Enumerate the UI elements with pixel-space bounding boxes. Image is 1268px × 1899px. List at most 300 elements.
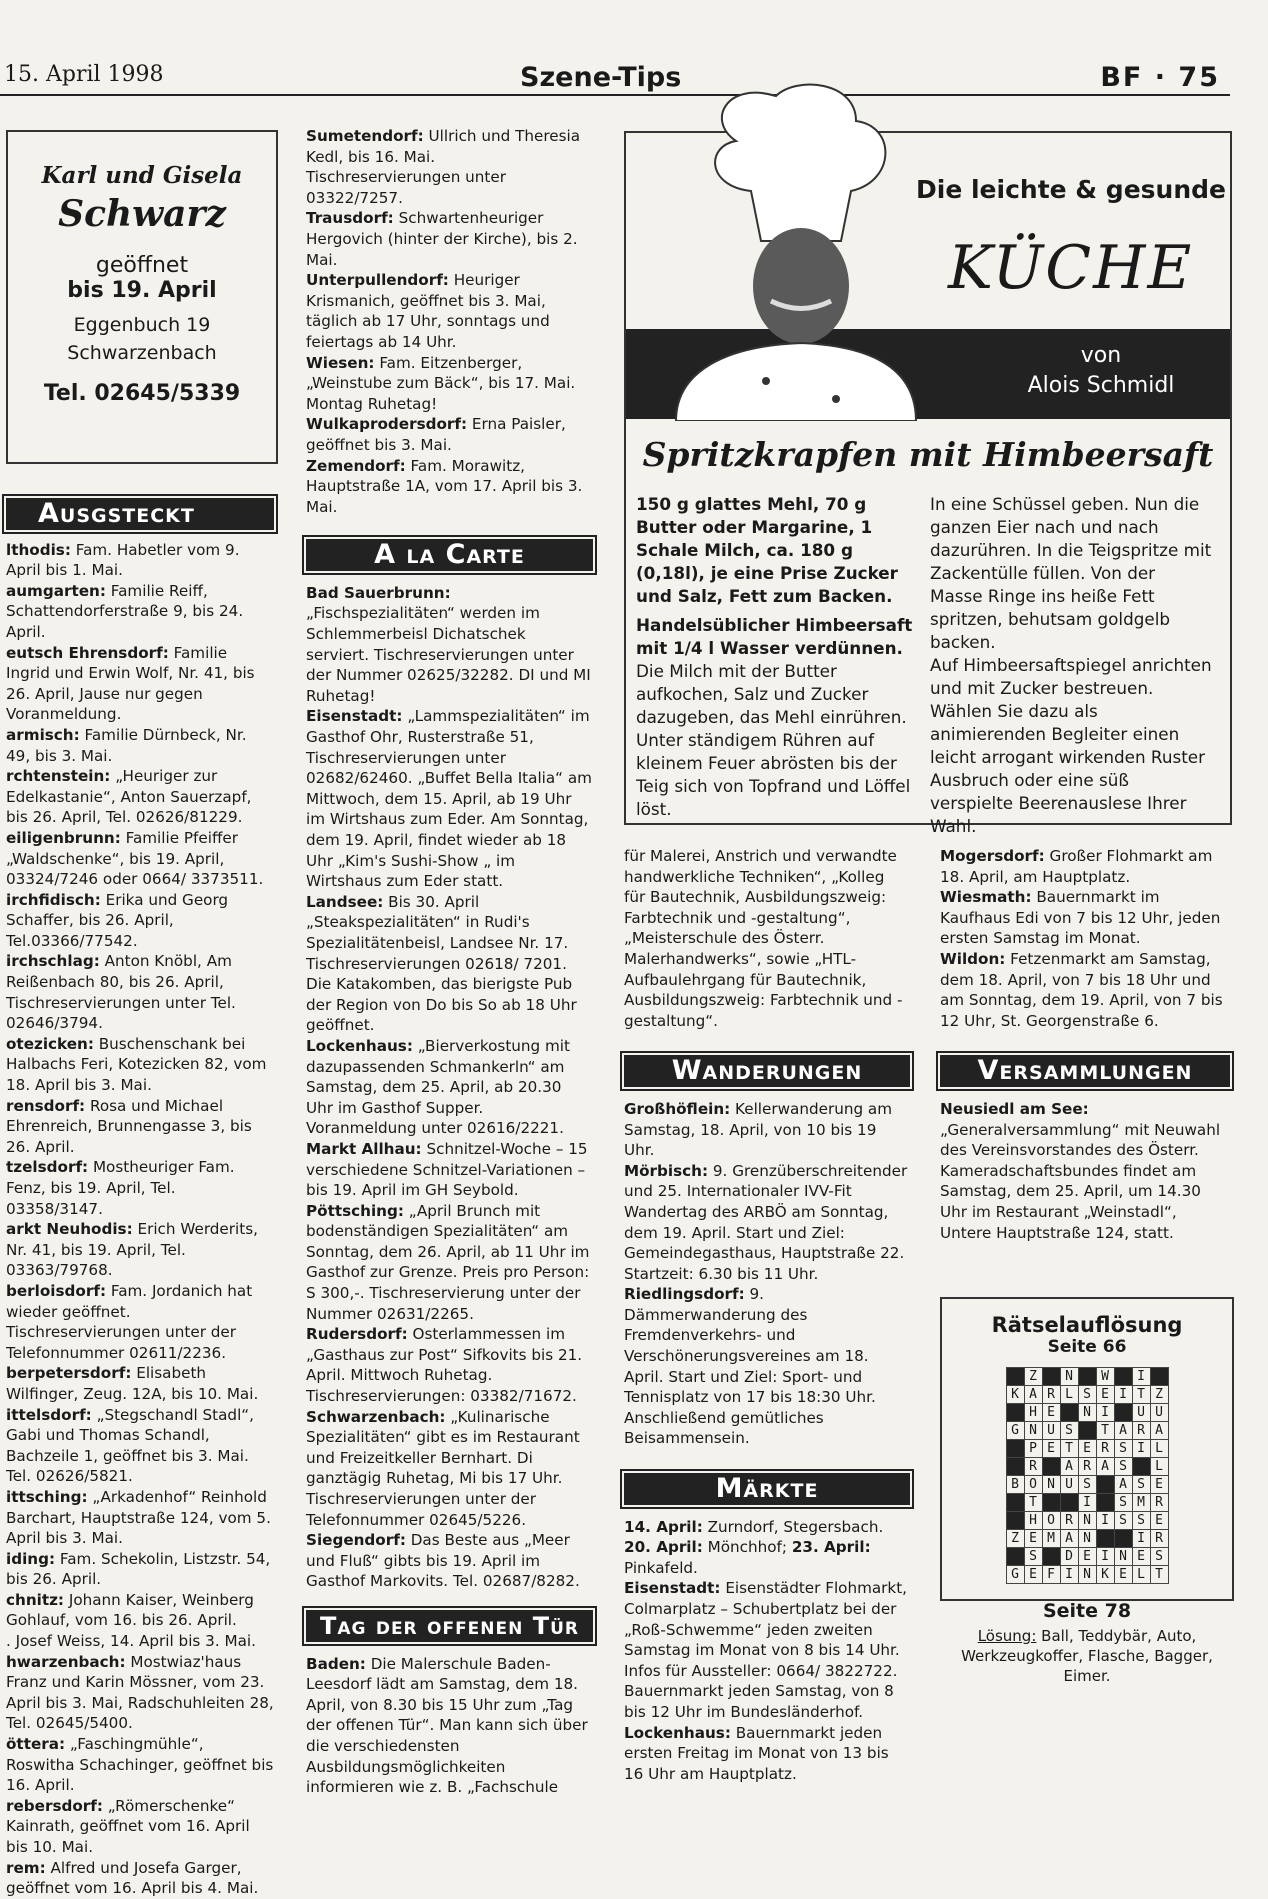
versammlungen-list	[940, 1099, 1230, 1243]
list-item	[6, 828, 274, 890]
entry-place: Wulkaprodersdorf:	[306, 415, 468, 434]
ad-status: geöffnet	[95, 253, 189, 278]
recipe-step-1: Die Milch mit der Butter aufkochen, Salz und Zucker dazugeben, das Mehl einrühren. Unter ständigem Rühren auf kleinem Feuer abrösten bis der Teig sich von Topfrand und Löffel löst.	[636, 661, 911, 819]
list-item	[6, 1796, 274, 1858]
grid-row	[1006, 1422, 1168, 1440]
grid-cell: A	[1096, 1458, 1114, 1476]
maerkte-list-continued	[940, 846, 1230, 1031]
grid-row	[1006, 1440, 1168, 1458]
list-item	[6, 1363, 274, 1404]
grid-cell: N	[1078, 1566, 1096, 1584]
entry-text: Fetzenmarkt am Samstag, dem 18. April, von 7 bis 18 Uhr und am Sonntag, dem 19. April, von 7 bis 12 Uhr, St. Georgenstraße 6.	[940, 949, 1223, 1030]
entry-place: rensdorf:	[6, 1096, 86, 1115]
grid-cell: M	[1042, 1530, 1060, 1548]
entry-place: Bad Sauerbrunn:	[306, 583, 451, 602]
grid-cell	[1132, 1458, 1150, 1476]
grid-cell	[1096, 1476, 1114, 1494]
grid-cell: S	[1114, 1494, 1132, 1512]
grid-cell: A	[1114, 1422, 1132, 1440]
recipe-ingredients-2: Handelsüblicher Himbeersaft mit 1/4 l Wasser verdünnen.	[636, 615, 913, 658]
grid-cell: K	[1096, 1566, 1114, 1584]
raetsel-solution-label: Lösung:	[977, 1627, 1037, 1645]
list-item	[306, 208, 593, 270]
versammlungen-heading: Versammlungen	[940, 1055, 1230, 1087]
grid-cell: I	[1132, 1440, 1150, 1458]
entry-text: Eisenstädter Flohmarkt, Colmarplatz – Schubertplatz bei der „Roß-Schwemme“ jeden zweiten Samstag im Monat von 8 bis 14 Uhr. Infos für Aussteller: 0664/ 3822722. Bauernmarkt jeden Samstag, von 8 bis 12 Uhr im Bundesländerhof.	[624, 1579, 908, 1721]
grid-cell: L	[1150, 1458, 1168, 1476]
list-item	[624, 1578, 910, 1722]
grid-cell: U	[1150, 1404, 1168, 1422]
grid-cell: R	[1042, 1386, 1060, 1404]
grid-cell: S	[1024, 1548, 1042, 1566]
grid-cell	[1042, 1368, 1060, 1386]
kueche-box	[624, 131, 1232, 836]
grid-cell: A	[1114, 1476, 1132, 1494]
page-number: BF · 75	[1100, 62, 1220, 93]
grid-cell: S	[1150, 1548, 1168, 1566]
grid-cell: S	[1078, 1476, 1096, 1494]
entry-text: Fam. Eitzenberger, „Weinstube zum Bäck“, bis 17. Mai. Montag Ruhetag!	[306, 353, 576, 413]
entry-text: Bauernmarkt jeden ersten Freitag im Monat von 13 bis 16 Uhr am Hauptplatz.	[624, 1723, 889, 1783]
column-2	[306, 126, 593, 1798]
entry-text: Fam. Habetler vom 9. April bis 1. Mai.	[6, 540, 240, 580]
grid-cell	[1042, 1494, 1060, 1512]
entry-text: Erika und Georg Schaffer, bis 26. April, Tel.03366/77542.	[6, 890, 229, 950]
recipe-column-2	[930, 493, 1212, 838]
entry-place: Zemendorf:	[306, 456, 406, 475]
grid-cell	[1006, 1494, 1024, 1512]
list-item	[6, 1157, 274, 1219]
grid-cell: E	[1024, 1566, 1042, 1584]
grid-cell: I	[1096, 1548, 1114, 1566]
grid-cell: E	[1096, 1386, 1114, 1404]
entry-place: Markt Allhau:	[306, 1139, 422, 1158]
grid-row	[1006, 1530, 1168, 1548]
entry-place: Sumetendorf:	[306, 127, 424, 145]
grid-cell: A	[1024, 1386, 1042, 1404]
entry-place: Eisenstadt:	[624, 1579, 721, 1598]
grid-cell: I	[1060, 1566, 1078, 1584]
grid-cell	[1150, 1368, 1168, 1386]
entry-place: Wildon:	[940, 949, 1006, 968]
grid-cell: Z	[1150, 1386, 1168, 1404]
ad-until: bis 19. April	[67, 278, 217, 303]
grid-cell	[1078, 1422, 1096, 1440]
offenetuer-continuation: für Malerei, Anstrich und verwandte handwerkliche Techniken“, „Kolleg für Bautechnik, Ausbildungszweig: Farbtechnik und -gestaltung“, „Meisterschule des Österr. Malerhandwerks“, sowie „HTL-Aufbaulehrgang für Bautechnik, Ausbildungszweig: Farbtechnik und -gestaltung“.	[624, 847, 903, 1030]
list-item	[6, 581, 274, 643]
grid-cell: I	[1114, 1386, 1132, 1404]
list-item	[940, 887, 1230, 949]
list-item	[306, 583, 593, 707]
grid-row	[1006, 1458, 1168, 1476]
list-item	[940, 949, 1230, 1031]
grid-cell	[1096, 1530, 1114, 1548]
raetsel-solution	[942, 1626, 1232, 1686]
entry-text: Familie Reiff, Schattendorferstraße 9, bis 24. April.	[6, 581, 244, 641]
list-item	[6, 1549, 274, 1590]
list-item	[6, 1219, 274, 1281]
grid-cell: R	[1150, 1494, 1168, 1512]
ad-surname: Schwarz	[58, 193, 226, 235]
entry-text: Fam. Schekolin, Listzstr. 54, bis 26. April.	[6, 1549, 271, 1589]
entry-text: Großer Flohmarkt am 18. April, am Hauptplatz.	[940, 847, 1213, 886]
grid-cell: D	[1060, 1548, 1078, 1566]
list-item	[6, 1858, 274, 1899]
ausgsteckt-heading: Ausgsteckt	[6, 498, 274, 530]
list-item	[940, 846, 1230, 887]
maerkte-date-20: 20. April:	[624, 1538, 703, 1557]
entry-text: „Römerschenke“ Kainrath, geöffnet vom 16. April bis 10. Mai.	[6, 1796, 250, 1856]
entry-place: Lockenhaus:	[306, 1036, 413, 1055]
entry-place: arkt Neuhodis:	[6, 1220, 133, 1239]
grid-cell: L	[1060, 1386, 1078, 1404]
grid-cell: K	[1006, 1386, 1024, 1404]
grid-cell: E	[1150, 1476, 1168, 1494]
ausgsteckt-list	[6, 540, 274, 1899]
column-3	[624, 846, 910, 1784]
grid-cell: L	[1150, 1440, 1168, 1458]
list-item	[306, 1324, 593, 1406]
entry-text: „Bierverkostung mit dazupassenden Schmankerln“ am Samstag, dem 25. April, ab 20.30 Uhr im Gasthof Supper. Voranmeldung unter 02616/2221.	[306, 1036, 570, 1138]
maerkte-dates-1	[624, 1517, 910, 1538]
entry-text: „Arkadenhof“ Reinhold Barchart, Hauptstraße 124, vom 5. April bis 3. Mai.	[6, 1487, 271, 1548]
grid-row	[1006, 1386, 1168, 1404]
grid-cell: G	[1006, 1422, 1024, 1440]
entry-text: Johann Kaiser, Weinberg Gohlauf, vom 16. bis 26. April.	[6, 1590, 254, 1630]
entry-place: lthodis:	[6, 540, 71, 559]
entry-place: berloisdorf:	[6, 1281, 107, 1300]
entry-text: „Generalversammlung“ mit Neuwahl des Vereinsvorstandes des Österr. Kameradschaftsbundes findet am Samstag, dem 25. April, um 14.30 Uhr im Restaurant „Weinstadl“, Untere Hauptstraße 124, statt.	[940, 1120, 1221, 1242]
grid-cell: O	[1024, 1476, 1042, 1494]
grid-cell: R	[1132, 1422, 1150, 1440]
grid-row	[1006, 1368, 1168, 1386]
grid-cell	[1006, 1368, 1024, 1386]
grid-cell: T	[1024, 1494, 1042, 1512]
list-item	[306, 1201, 593, 1325]
entry-text: Die Malerschule Baden-Leesdorf lädt am Samstag, dem 18. April, von 8.30 bis 15 Uhr zum „Tag der offenen Tür“. Man kann sich über die verschiedensten Ausbildungsmöglichkeiten informieren wie z. B. „Fachschule	[306, 1654, 588, 1797]
grid-cell: T	[1060, 1440, 1078, 1458]
grid-cell: R	[1078, 1458, 1096, 1476]
list-item	[306, 1036, 593, 1139]
entry-place: Landsee:	[306, 892, 384, 911]
grid-cell: L	[1132, 1566, 1150, 1584]
entry-place: Riedlingsdorf:	[624, 1285, 745, 1304]
grid-cell: I	[1078, 1494, 1096, 1512]
grid-cell: N	[1114, 1548, 1132, 1566]
entry-place: Lockenhaus:	[624, 1723, 731, 1742]
entry-place: Rudersdorf:	[306, 1325, 408, 1344]
grid-cell	[1114, 1368, 1132, 1386]
alacarte-heading: A la Carte	[306, 539, 593, 571]
grid-cell	[1006, 1548, 1024, 1566]
list-item	[306, 414, 593, 455]
grid-cell: W	[1096, 1368, 1114, 1386]
entry-text: „Heuriger zur Edelkastanie“, Anton Sauerzapf, bis 26. April, Tel. 02626/81229.	[6, 767, 252, 827]
header-rule	[0, 94, 1230, 96]
entry-text: „Lammspezialitäten“ im Gasthof Ohr, Rusterstraße 51, Tischreservierungen unter 02682/62460. „Buffet Bella Italia“ am Mittwoch, dem 15. April, ab 19 Uhr im Wirtshaus zum Eder. Am Sonntag, dem 19. April, findet wieder ab 18 Uhr „Kim's Sushi-Show „ im Wirtshaus zum Eder statt.	[306, 707, 592, 891]
maerkte-heading: Märkte	[624, 1473, 910, 1505]
list-item	[306, 892, 593, 1036]
grid-cell: E	[1078, 1548, 1096, 1566]
list-item	[306, 126, 593, 208]
grid-cell: N	[1078, 1512, 1096, 1530]
entry-text: Kellerwanderung am Samstag, 18. April, von 10 bis 19 Uhr.	[624, 1099, 893, 1160]
grid-cell: T	[1096, 1422, 1114, 1440]
entry-place: tzelsdorf:	[6, 1158, 89, 1177]
grid-cell	[1060, 1404, 1078, 1422]
entry-text: Familie Dürnbeck, Nr. 49, bis 3. Mai.	[6, 725, 247, 765]
list-item	[940, 1099, 1230, 1243]
entry-text: Buschenschank bei Halbachs Feri, Kotezicken 82, vom 18. April bis 3. Mai.	[6, 1034, 267, 1095]
column-4	[940, 846, 1230, 1243]
entry-place: Wiesmath:	[940, 888, 1032, 907]
entry-text: „Kulinarische Spezialitäten“ gibt es im Restaurant und Freizeitkeller Bernhart. Di ganztägig Ruhetag, Mi bis 17 Uhr. Tischreservierungen unter der Telefonnummer 02645/5226.	[306, 1407, 580, 1529]
grid-cell	[1114, 1530, 1132, 1548]
list-item	[6, 725, 274, 766]
entry-place: Siegendorf:	[306, 1531, 406, 1550]
grid-row	[1006, 1512, 1168, 1530]
list-item	[306, 1139, 593, 1201]
raetsel-grid	[1006, 1367, 1169, 1584]
maerkte-text-20: Mönchhof;	[702, 1538, 792, 1557]
entry-text: Elisabeth Wilfinger, Zeug. 12A, bis 10. Mai.	[6, 1364, 259, 1403]
entry-text: „Faschingmühle“, Roswitha Schachinger, geöffnet bis 16. April.	[6, 1735, 274, 1795]
entry-place: Wiesen:	[306, 353, 375, 372]
list-item	[624, 1161, 910, 1285]
maerkte-list	[624, 1578, 910, 1784]
list-item	[306, 706, 593, 891]
list-item	[6, 1631, 274, 1652]
grid-cell: H	[1024, 1512, 1042, 1530]
grid-cell: N	[1078, 1404, 1096, 1422]
entry-text: Osterlammessen im „Gasthaus zur Post“ Sifkovits bis 21. April. Mittwoch Ruhetag. Tischreservierungen: 03382/71672.	[306, 1325, 583, 1406]
grid-cell: S	[1114, 1440, 1132, 1458]
entry-text: Anton Knöbl, Am Reißenbach 80, bis 26. April, Tischreservierungen unter Tel. 02646/3794.	[6, 952, 236, 1033]
grid-cell: E	[1042, 1440, 1060, 1458]
grid-cell: P	[1024, 1440, 1042, 1458]
entry-text: Rosa und Michael Ehrenreich, Brunnengasse 3, bis 26. April.	[6, 1096, 252, 1156]
maerkte-date-14: 14. April:	[624, 1517, 703, 1536]
chef-photo	[666, 81, 926, 421]
grid-cell: B	[1006, 1476, 1024, 1494]
entry-place: Mörbisch:	[624, 1161, 709, 1180]
grid-cell	[1042, 1458, 1060, 1476]
raetsel-title: Rätselauflösung	[991, 1313, 1183, 1337]
grid-cell: U	[1132, 1404, 1150, 1422]
grid-cell: E	[1150, 1512, 1168, 1530]
entry-text: Familie Ingrid und Erwin Wolf, Nr. 41, bis 26. April, Jause nur gegen Voranmeldung.	[6, 643, 255, 724]
entry-text: Das Beste aus „Meer und Fluß“ gibts bis 19. April im Gasthof Markovits. Tel. 02687/8282.	[306, 1531, 580, 1591]
grid-cell: S	[1060, 1422, 1078, 1440]
list-item	[6, 1281, 274, 1363]
offenetuer-list	[306, 1654, 593, 1798]
entry-text: . Josef Weiss, 14. April bis 3. Mai.	[6, 1632, 256, 1651]
entry-place: Schwarzenbach:	[306, 1407, 446, 1426]
ad-address-1: Eggenbuch 19	[73, 314, 211, 336]
list-item	[6, 951, 274, 1033]
grid-cell: G	[1006, 1566, 1024, 1584]
entry-place: Mogersdorf:	[940, 847, 1045, 865]
grid-cell: S	[1132, 1512, 1150, 1530]
ad-names: Karl und Gisela	[41, 162, 243, 189]
entry-place: Großhöflein:	[624, 1099, 731, 1118]
entry-place: aumgarten:	[6, 581, 106, 600]
grid-row	[1006, 1476, 1168, 1494]
list-item	[306, 1407, 593, 1531]
raetsel-box	[940, 1297, 1234, 1685]
grid-cell: E	[1114, 1566, 1132, 1584]
section-title: Szene-Tips	[520, 62, 682, 93]
grid-cell: E	[1132, 1548, 1150, 1566]
entry-place: armisch:	[6, 725, 80, 744]
grid-cell: R	[1060, 1512, 1078, 1530]
entry-text: Alfred und Josefa Garger, geöffnet vom 16. April bis 4. Mai.	[6, 1858, 259, 1898]
entry-text: „Stegschandl Stadl“, Gabi und Thomas Schandl, Bachzeile 1, geöffnet bis 3. Mai. Tel. 02626/5821.	[6, 1405, 254, 1486]
grid-cell: U	[1060, 1476, 1078, 1494]
heuriger-list-continued	[306, 126, 593, 517]
entry-place: eutsch Ehrensdorf:	[6, 643, 169, 662]
grid-cell	[1006, 1404, 1024, 1422]
grid-cell: S	[1114, 1458, 1132, 1476]
grid-row	[1006, 1494, 1168, 1512]
list-item	[624, 1723, 910, 1785]
entry-place: hwarzenbach:	[6, 1652, 126, 1671]
kueche-author: Alois Schmidl	[1027, 373, 1175, 398]
grid-cell: Z	[1024, 1368, 1042, 1386]
list-item	[624, 1284, 910, 1449]
grid-row	[1006, 1404, 1168, 1422]
grid-cell: N	[1024, 1422, 1042, 1440]
grid-cell: M	[1132, 1494, 1150, 1512]
entry-place: Neusiedl am See:	[940, 1099, 1089, 1118]
entry-text: Bauernmarkt im Kaufhaus Edi von 7 bis 12 Uhr, jeden ersten Samstag im Monat.	[940, 888, 1221, 948]
grid-cell	[1006, 1458, 1024, 1476]
grid-cell: R	[1150, 1530, 1168, 1548]
entry-place: rebersdorf:	[6, 1796, 103, 1815]
entry-text: 9. Dämmerwanderung des Fremdenverkehrs- und Verschönerungsvereines am 18. April. Start und Ziel: Sport- und Tennisplatz von 17 bis 18:30 Uhr. Anschließend gemütliches Beisammensein.	[624, 1285, 876, 1448]
kueche-tagline: Die leichte & gesunde	[916, 175, 1226, 204]
grid-cell: I	[1132, 1368, 1150, 1386]
grid-cell: A	[1060, 1458, 1078, 1476]
entry-text: Erich Werderits, Nr. 41, bis 19. April, Tel. 03363/79768.	[6, 1220, 258, 1280]
grid-cell: E	[1042, 1404, 1060, 1422]
ad-phone: Tel. 02645/5339	[43, 381, 241, 406]
list-item	[624, 1099, 910, 1161]
recipe-step-2: In eine Schüssel geben. Nun die ganzen Eier nach und nach dazurühren. In die Teigspritze mit Zackentülle füllen. Von der Masse Ringe ins heiße Fett spritzen, behutsam goldgelb backen.	[930, 494, 1212, 652]
entry-place: eiligenbrunn:	[6, 828, 121, 847]
wanderungen-heading: Wanderungen	[624, 1055, 910, 1087]
kueche-title: KÜCHE	[948, 233, 1194, 303]
list-item	[6, 643, 274, 725]
grid-cell: R	[1096, 1440, 1114, 1458]
list-item	[306, 353, 593, 415]
raetsel-page-1: Seite 66	[1047, 1337, 1127, 1357]
list-item	[306, 1530, 593, 1592]
entry-place: öttera:	[6, 1735, 66, 1754]
grid-cell: N	[1060, 1368, 1078, 1386]
grid-cell	[1042, 1548, 1060, 1566]
maerkte-text-23: Pinkafeld.	[624, 1558, 698, 1577]
entry-place: chnitz:	[6, 1590, 65, 1609]
grid-cell: H	[1024, 1404, 1042, 1422]
entry-place: irchfidisch:	[6, 890, 101, 909]
list-item	[306, 270, 593, 352]
list-item	[6, 540, 274, 581]
grid-cell	[1096, 1494, 1114, 1512]
column-ausgsteckt	[6, 498, 274, 1899]
grid-cell	[1006, 1512, 1024, 1530]
entry-place: irchschlag:	[6, 952, 100, 971]
raetsel-solution-text: Ball, Teddybär, Auto, Werkzeugkoffer, Flasche, Bagger, Eimer.	[961, 1627, 1213, 1685]
ad-address-2: Schwarzenbach	[67, 342, 217, 364]
entry-place: berpetersdorf:	[6, 1364, 132, 1383]
grid-cell	[1006, 1440, 1024, 1458]
grid-cell: N	[1042, 1476, 1060, 1494]
entry-place: Trausdorf:	[306, 209, 394, 228]
list-item	[6, 890, 274, 952]
wanderungen-list	[624, 1099, 910, 1449]
entry-place: otezicken:	[6, 1034, 94, 1053]
list-item	[6, 1590, 274, 1631]
grid-cell: S	[1132, 1476, 1150, 1494]
list-item	[6, 1734, 274, 1796]
grid-cell: U	[1042, 1422, 1060, 1440]
grid-cell: S	[1078, 1386, 1096, 1404]
entry-text: Erna Paisler, geöffnet bis 3. Mai.	[306, 415, 566, 454]
grid-cell: A	[1060, 1530, 1078, 1548]
grid-cell: N	[1078, 1530, 1096, 1548]
issue-date: 15. April 1998	[4, 62, 164, 87]
recipe-column-1	[636, 493, 916, 821]
maerkte-text-14: Zurndorf, Stegersbach.	[702, 1517, 884, 1536]
grid-cell: E	[1024, 1530, 1042, 1548]
grid-cell	[1078, 1368, 1096, 1386]
entry-text: Fam. Jordanich hat wieder geöffnet. Tischreservierungen unter der Telefonnummer 02611/2236.	[6, 1281, 253, 1362]
entry-place: Baden:	[306, 1654, 366, 1673]
entry-place: iding:	[6, 1549, 56, 1568]
list-item	[6, 1487, 274, 1549]
grid-cell: O	[1042, 1512, 1060, 1530]
list-item	[6, 1652, 274, 1734]
entry-text: Schwartenheuriger Hergovich (hinter der Kirche), bis 2. Mai.	[306, 209, 578, 269]
entry-place: rchtenstein:	[6, 767, 111, 786]
entry-text: Schnitzel-Woche – 15 verschiedene Schnitzel-Variationen – bis 19. April im GH Seybold.	[306, 1139, 588, 1200]
entry-text: 9. Grenzüberschreitender und 25. Internationaler IVV-Fit Wandertag des ARBÖ am Sonntag, dem 19. April. Start und Ziel: Gemeindegasthaus, Hauptstraße 22. Startzeit: 6.30 bis 11 Uhr.	[624, 1161, 908, 1283]
recipe-step-3: Auf Himbeersaftspiegel anrichten und mit Zucker bestreuen. Wählen Sie dazu als animierenden Begleiter einen leicht arrogant wirkenden Ruster Ausbruch oder eine süß verspielte Beerenauslese Ihrer Wahl.	[930, 655, 1212, 836]
raetsel-page-2: Seite 78	[1042, 1600, 1132, 1622]
entry-place: ittsching:	[6, 1487, 88, 1506]
entry-place: Pöttsching:	[306, 1201, 404, 1220]
entry-text: Mostheuriger Fam. Fenz, bis 19. April, Tel. 03358/3147.	[6, 1158, 235, 1218]
recipe-title: Spritzkrapfen mit Himbeersaft	[642, 435, 1214, 474]
entry-place: Unterpullendorf:	[306, 271, 449, 290]
grid-cell: S	[1114, 1512, 1132, 1530]
heuriger-ad	[6, 130, 278, 464]
grid-cell: A	[1150, 1422, 1168, 1440]
grid-row	[1006, 1548, 1168, 1566]
grid-cell: F	[1042, 1566, 1060, 1584]
kueche-von: von	[1080, 343, 1122, 368]
grid-cell: T	[1132, 1386, 1150, 1404]
grid-cell	[1114, 1404, 1132, 1422]
list-item	[6, 1096, 274, 1158]
entry-place: rem:	[6, 1858, 46, 1877]
grid-cell: I	[1096, 1404, 1114, 1422]
entry-text: „Fischspezialitäten“ werden im Schlemmerbeisl Dichatschek serviert. Tischreservierungen unter der Nummer 02625/32282. DI und MI Ruhetag!	[306, 604, 591, 705]
entry-text: Bis 30. April „Steakspezialitäten“ in Rudi's Spezialitätenbeisl, Landsee Nr. 17. Tischreservierungen 02618/ 7201. Die Katakomben, das bierigste Pub der Region von Do bis So ab 18 Uhr geöffnet.	[306, 892, 577, 1035]
entry-text: Ullrich und Theresia Kedl, bis 16. Mai. Tischreservierungen unter 03322/7257.	[306, 127, 581, 207]
list-item	[6, 1405, 274, 1487]
